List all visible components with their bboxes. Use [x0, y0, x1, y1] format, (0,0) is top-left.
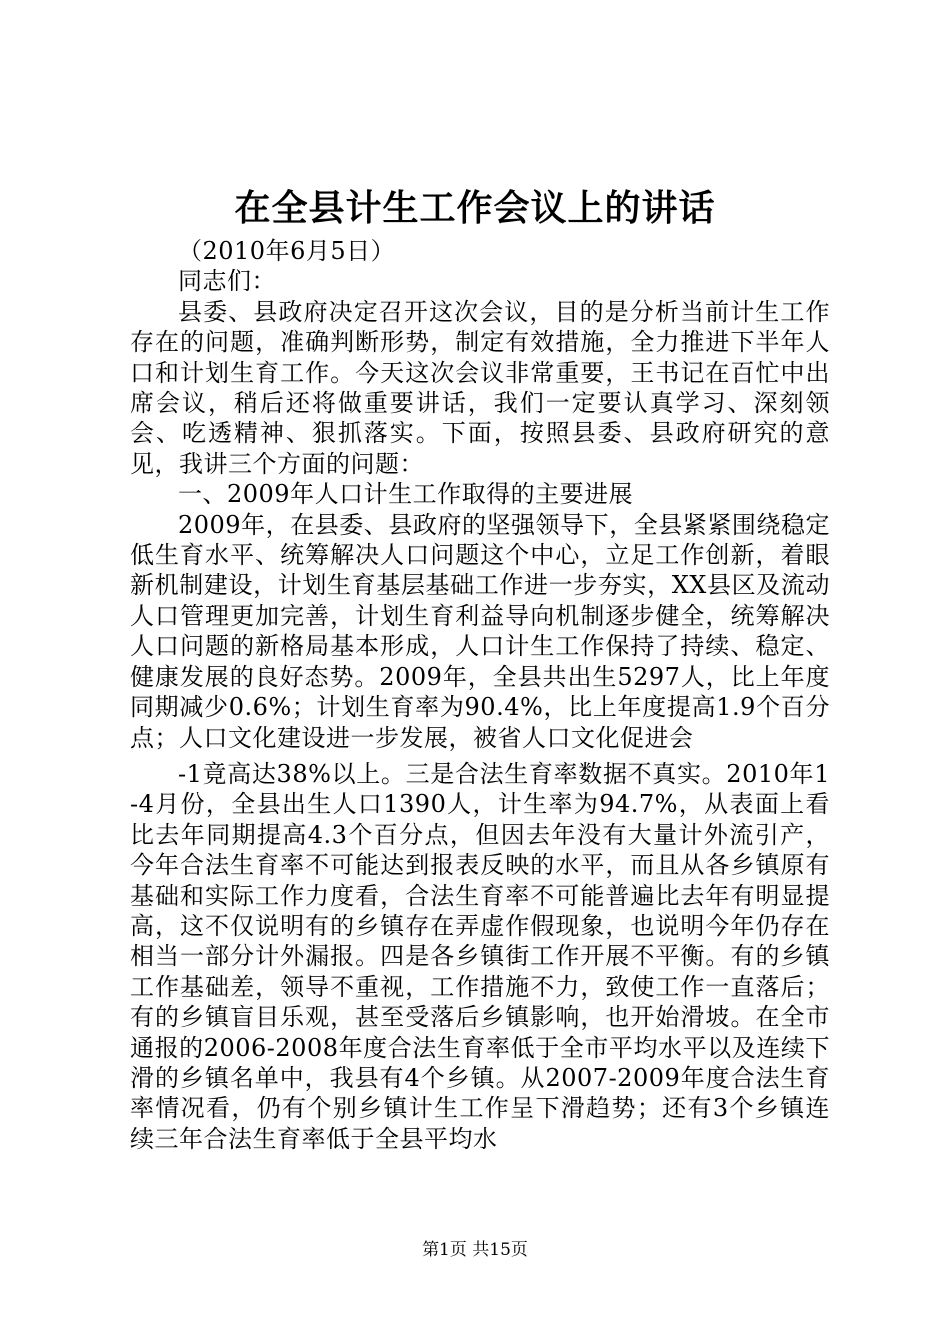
- paragraph-problems: -1竟高达38%以上。三是合法生育率数据不真实。2010年1-4月份，全县出生人口1390人，计生率为94.7%，从表面上看比去年同期提高4.3个百分点，但因去年没有大量计外流引产，今年合法生育率不可能达到报表反映的水平，而且从各乡镇原有基础和实际工作力度看，合法生育率不可能普遍比去年有明显提高，这不仅说明有的乡镇存在弄虚作假现象，也说明今年仍存在相当一部分计外漏报。四是各乡镇街工作开展不平衡。有的乡镇工作基础差，领导不重视，工作措施不力，致使工作一直落后；有的乡镇盲目乐观，甚至受落后乡镇影响，也开始滑坡。在全市通报的2006-2008年度合法生育率低于全市平均水平以及连续下滑的乡镇名单中，我县有4个乡镇。从2007-2009年度合法生育率情况看，仍有个别乡镇计生工作呈下滑趋势；还有3个乡镇连续三年合法生育率低于全县平均水: [130, 759, 830, 1153]
- date-line: （2010年6月5日）: [178, 237, 396, 265]
- page-footer: 第1页 共15页: [422, 1240, 528, 1260]
- paragraph-intro: 县委、县政府决定召开这次会议，目的是分析当前计生工作存在的问题，准确判断形势，制定有效措施，全力推进下半年人口和计划生育工作。今天这次会议非常重要，王书记在百忙中出席会议，稍后还将做重要讲话，我们一定要认真学习、深刻领会、吃透精神、狠抓落实。下面，按照县委、县政府研究的意见，我讲三个方面的问题：: [130, 297, 830, 478]
- paragraph-progress: 2009年，在县委、县政府的坚强领导下，全县紧紧围绕稳定低生育水平、统筹解决人口问题这个中心，立足工作创新，着眼新机制建设，计划生育基层基础工作进一步夯实，XX县区及流动人口管理更加完善，计划生育利益导向机制逐步健全，统筹解决人口问题的新格局基本形成，人口计生工作保持了持续、稳定、健康发展的良好态势。2009年，全县共出生5297人，比上年度同期减少0.6%；计划生育率为90.4%，比上年度提高1.9个百分点；人口文化建设进一步发展，被省人口文化促进会: [130, 510, 830, 752]
- document-body: [130, 236, 830, 1154]
- section-heading: 一、2009年人口计生工作取得的主要进展: [178, 480, 634, 509]
- document-title: 在全县计生工作会议上的讲话: [234, 187, 716, 229]
- salutation: 同志们：: [178, 267, 276, 296]
